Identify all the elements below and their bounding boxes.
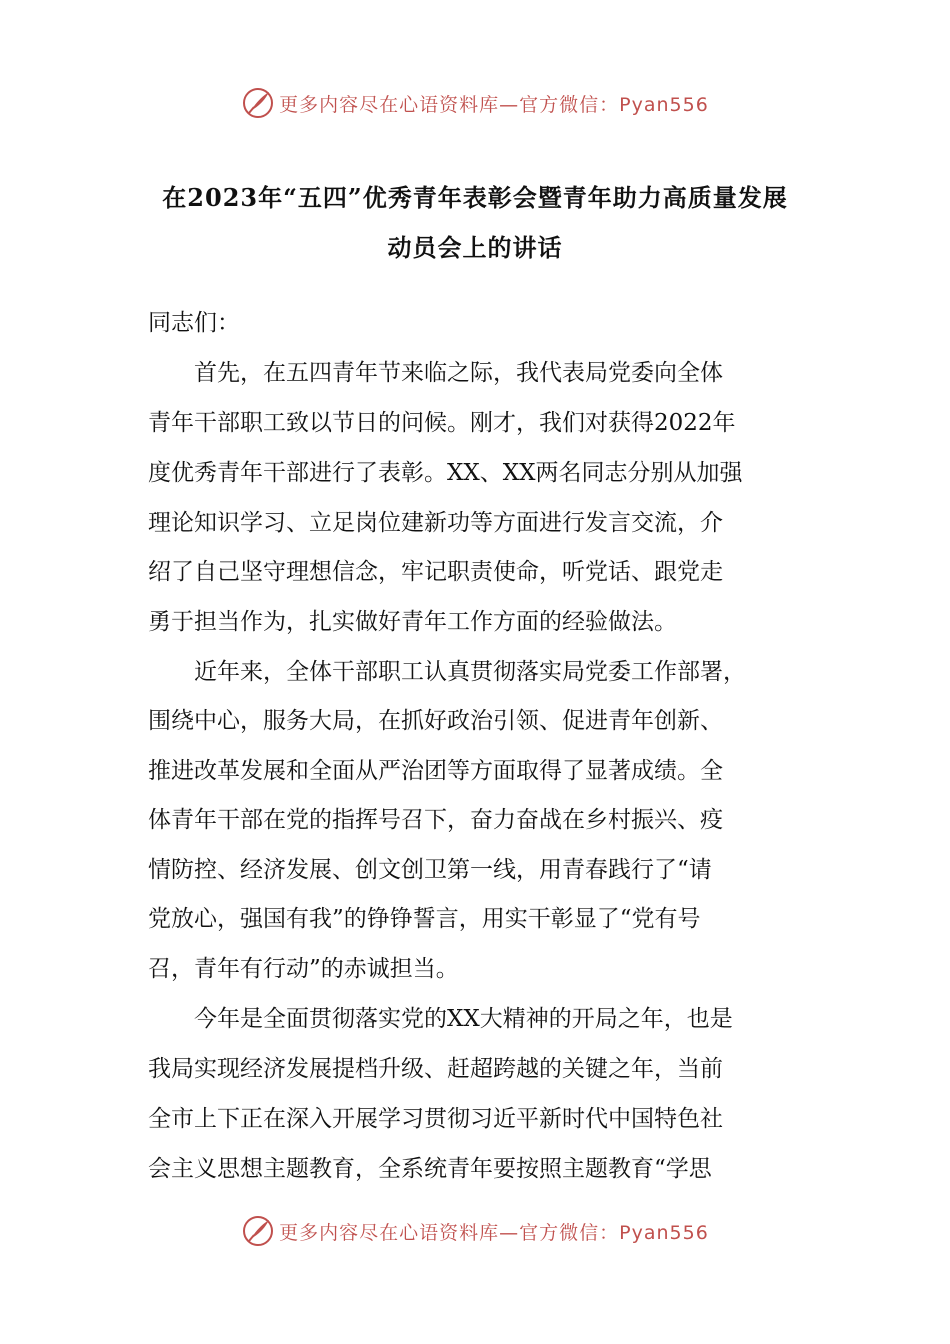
quill-logo-icon bbox=[241, 86, 275, 120]
body-line: 首先，在五四青年节来临之际，我代表局党委向全体 bbox=[148, 360, 723, 386]
body-line: 体青年干部在党的指挥号召下，奋力奋战在乡村振兴、疫 bbox=[148, 807, 723, 833]
body-line: 会主义思想主题教育，全系统青年要按照主题教育“学思 bbox=[148, 1156, 712, 1182]
quill-logo-icon bbox=[241, 1214, 275, 1248]
body-line: 度优秀青年干部进行了表彰。XX、XX两名同志分别从加强 bbox=[148, 460, 743, 486]
body-line: 近年来，全体干部职工认真贯彻落实局党委工作部署， bbox=[148, 659, 746, 685]
body-line: 同志们： bbox=[148, 310, 240, 336]
watermark-text: 更多内容尽在心语资料库—官方微信：Pyan556 bbox=[279, 93, 709, 116]
document-title-line-1: 在2023年“五四”优秀青年表彰会暨青年助力高质量发展 bbox=[162, 183, 788, 212]
body-line: 情防控、经济发展、创文创卫第一线，用青春践行了“请 bbox=[148, 857, 712, 883]
body-line: 今年是全面贯彻落实党的XX大精神的开局之年，也是 bbox=[148, 1006, 733, 1032]
body-line: 全市上下正在深入开展学习贯彻习近平新时代中国特色社 bbox=[148, 1106, 723, 1132]
body-line: 我局实现经济发展提档升级、赶超跨越的关键之年，当前 bbox=[148, 1056, 723, 1082]
body-line: 围绕中心，服务大局，在抓好政治引领、促进青年创新、 bbox=[148, 708, 723, 734]
body-line: 勇于担当作为，扎实做好青年工作方面的经验做法。 bbox=[148, 609, 677, 635]
body-line: 党放心，强国有我”的铮铮誓言，用实干彰显了“党有号 bbox=[148, 906, 701, 932]
body-line: 召，青年有行动”的赤诚担当。 bbox=[148, 956, 459, 982]
body-line: 青年干部职工致以节日的问候。刚才，我们对获得2022年 bbox=[148, 410, 736, 436]
watermark-text: 更多内容尽在心语资料库—官方微信：Pyan556 bbox=[279, 1221, 709, 1244]
body-line: 推进改革发展和全面从严治团等方面取得了显著成绩。全 bbox=[148, 758, 723, 784]
footer-watermark bbox=[0, 1211, 950, 1251]
body-line: 绍了自己坚守理想信念，牢记职责使命，听党话、跟党走 bbox=[148, 559, 723, 585]
document-title-line-2: 动员会上的讲话 bbox=[387, 233, 563, 262]
header-watermark bbox=[0, 83, 950, 123]
body-line: 理论知识学习、立足岗位建新功等方面进行发言交流，介 bbox=[148, 510, 723, 536]
